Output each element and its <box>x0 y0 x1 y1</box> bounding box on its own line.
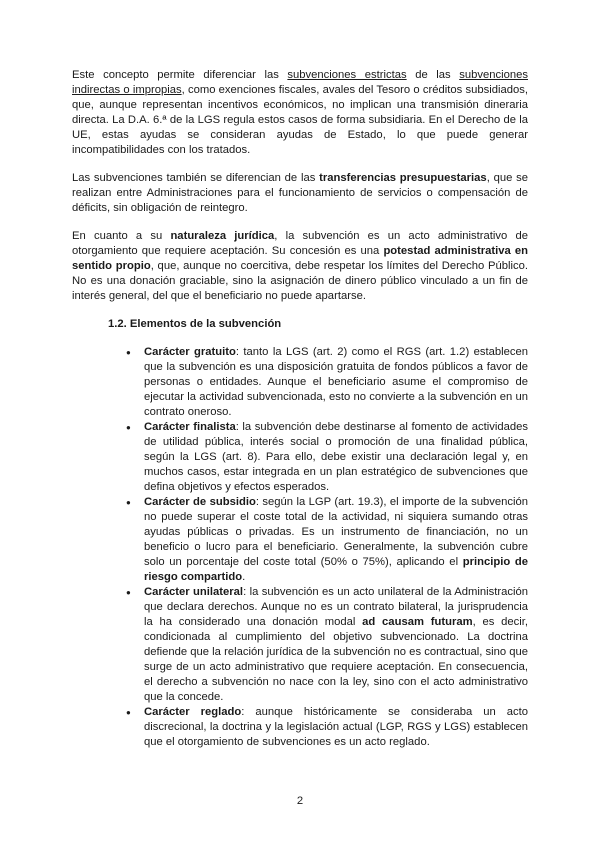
bullet-text: , es decir, condicionada al cumplimiento del objetivo subvencionado. La doctrina defiende que la relación jurídica de la subvención no es contractual, sino que surge de un acto administrativo que requiere aceptación. En consecuencia, el derecho a subvención no nace con la ley, sino con el acto administrativo que la concede. <box>144 616 529 703</box>
bullet-text: : según la LGP (art. 19.3), el importe de la subvención no puede superar el coste total de la actividad, ni siquiera sumando otras ayudas públicas o privadas. Es un instrumento de financiación, no un beneficio o lucro para el beneficiario. Generalmente, la subvención cubre solo un porcentaje del coste total (50% o 75%), aplicando el <box>144 496 528 568</box>
bold-term: transferencias presupuestarias <box>319 172 487 184</box>
bullet-term: Carácter gratuito <box>144 346 236 358</box>
bullet-term: Carácter reglado <box>144 706 242 718</box>
bullet-term: Carácter de subsidio <box>144 496 256 508</box>
bold-term: ad causam futuram <box>362 616 473 628</box>
bold-term: naturaleza jurídica <box>170 230 275 242</box>
page-content <box>72 68 528 750</box>
underlined-term: subvenciones indirectas o impropias <box>72 69 529 96</box>
list-item <box>144 585 528 705</box>
text-span: , la subvención es un acto administrativo de otorgamiento que requiere aceptación. Su concesión es una <box>72 230 528 257</box>
text-span: , que se realizan entre Administraciones para el funcionamiento de servicios o compensación de déficits, sin obligación de reintegro. <box>72 172 528 214</box>
text-span: de las <box>406 69 460 81</box>
bullet-text: : aunque históricamente se consideraba un acto discrecional, la doctrina y la legislación actual (LGP, RGS y LGS) establecen que el otorgamiento de subvenciones es un acto reglado. <box>144 706 528 748</box>
paragraph-1 <box>72 68 528 158</box>
text-span: Este concepto permite diferenciar las <box>72 69 288 81</box>
underlined-term: subvenciones estrictas <box>287 69 407 81</box>
bullet-text: . <box>242 571 246 583</box>
bold-term: potestad administrativa en sentido propio <box>72 245 528 272</box>
bullet-text: : la subvención debe destinarse al fomento de actividades de utilidad pública, interés social o promoción de una finalidad pública, según la LGS (art. 8). Para ello, debe existir una declaración legal y, en muchos casos, estar integrada en un plan estratégico de subvenciones que defina objetivos y efectos esperados. <box>144 421 529 493</box>
list-item <box>144 705 528 750</box>
text-span: , que, aunque no coercitiva, debe respetar los límites del Derecho Público. No es una donación graciable, sino la asignación de dinero público vinculado a un fin de interés general, del que el beneficiario no puede apartarse. <box>72 260 529 302</box>
elements-list <box>72 345 528 750</box>
paragraph-2 <box>72 171 528 216</box>
list-item <box>144 495 528 585</box>
text-span: , como exenciones fiscales, avales del Tesoro o créditos subsidiados, que, aunque representan incentivos económicos, no implican una transmisión dineraria directa. La D.A. 6.ª de la LGS regula estos casos de forma subsidiaria. En el Derecho de la UE, estas ayudas se consideran ayudas de Estado, lo que puede generar incompatibilidades con los tratados. <box>72 84 528 156</box>
bullet-text: : tanto la LGS (art. 2) como el RGS (art. 1.2) establecen que la subvención es una disposición gratuita de fondos públicos a favor de personas o entidades. Aunque el beneficiario asume el compromiso de ejecutar la actividad subvencionada, esto no convierte a la subvención en un contrato oneroso. <box>144 346 528 418</box>
page-number: 2 <box>296 795 304 807</box>
bold-term: principio de riesgo compartido <box>144 556 528 583</box>
bullet-term: Carácter unilateral <box>144 586 244 598</box>
text-span: En cuanto a su <box>72 230 171 242</box>
list-item <box>144 345 528 420</box>
text-span: Las subvenciones también se diferencian de las <box>72 172 320 184</box>
list-item <box>144 420 528 495</box>
section-heading: 1.2. Elementos de la subvención <box>108 318 282 330</box>
paragraph-3 <box>72 229 528 304</box>
bullet-text: : la subvención es un acto unilateral de la Administración que declara derechos. Aunque no es un contrato bilateral, la jurisprudencia la ha considerado una donación modal <box>144 586 529 628</box>
bullet-term: Carácter finalista <box>144 421 236 433</box>
